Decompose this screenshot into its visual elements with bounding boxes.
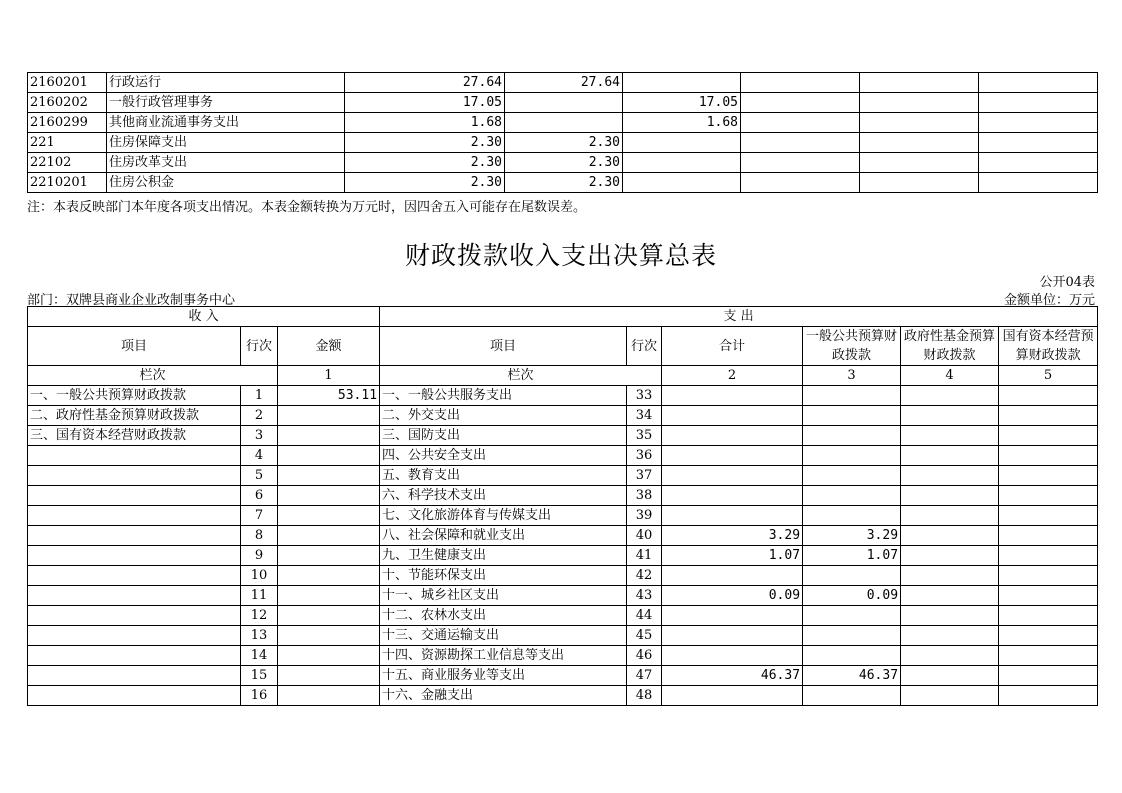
cell-exp-item: 十五、商业服务业等支出: [380, 666, 627, 686]
cell-fund: [901, 606, 999, 626]
cell-inc-item: [28, 666, 241, 686]
cell-capital: [999, 566, 1098, 586]
table-row: [28, 406, 1098, 426]
cell-inc-amount: [278, 466, 380, 486]
cell-fund: [901, 506, 999, 526]
cell-c6: [979, 73, 1098, 93]
cell-inc-item: [28, 526, 241, 546]
cell-code: 2160202: [28, 93, 107, 113]
cell-basic: 2.30: [505, 173, 623, 193]
cell-inc-item: [28, 626, 241, 646]
cell-basic: [505, 113, 623, 133]
cell-general: [803, 426, 901, 446]
expense-header: 支 出: [380, 307, 1098, 327]
cell-code: 22102: [28, 153, 107, 173]
cell-fund: [901, 626, 999, 646]
cell-inc-amount: [278, 666, 380, 686]
cell-general: [803, 606, 901, 626]
cell-c4: [741, 173, 860, 193]
cell-inc-line: 13: [241, 626, 278, 646]
cell-basic: 2.30: [505, 153, 623, 173]
cell-fund: [901, 446, 999, 466]
cell-exp-line: 40: [627, 526, 662, 546]
cell-total: 17.05: [345, 93, 505, 113]
cell-capital: [999, 486, 1098, 506]
table-row: [28, 133, 1098, 153]
form-code: 公开04表: [1039, 275, 1095, 290]
table-row: [28, 666, 1098, 686]
cell-c5: [860, 153, 979, 173]
cell-capital: [999, 506, 1098, 526]
table-row: [28, 626, 1098, 646]
cell-general: [803, 506, 901, 526]
cell-fund: [901, 426, 999, 446]
table-row: [28, 173, 1098, 193]
table-row: [28, 586, 1098, 606]
column-number-2: 2: [662, 366, 803, 386]
cell-fund: [901, 686, 999, 706]
cell-inc-line: 5: [241, 466, 278, 486]
cell-fund: [901, 666, 999, 686]
cell-inc-item: [28, 686, 241, 706]
cell-inc-line: 14: [241, 646, 278, 666]
table-row: [28, 113, 1098, 133]
budget-summary-table: [27, 306, 1098, 706]
cell-capital: [999, 426, 1098, 446]
cell-project: [623, 173, 741, 193]
cell-inc-item: [28, 586, 241, 606]
table-row: [28, 466, 1098, 486]
column-label-2: 栏次: [380, 366, 662, 386]
cell-fund: [901, 586, 999, 606]
cell-c5: [860, 173, 979, 193]
cell-inc-amount: [278, 606, 380, 626]
cell-c6: [979, 113, 1098, 133]
department-label: 部门：双牌县商业企业改制事务中心: [27, 293, 236, 308]
cell-general: 1.07: [803, 546, 901, 566]
cell-fund: [901, 526, 999, 546]
cell-name: 住房公积金: [107, 173, 345, 193]
cell-capital: [999, 546, 1098, 566]
table-row: [28, 73, 1098, 93]
cell-name: 一般行政管理事务: [107, 93, 345, 113]
cell-fund: [901, 486, 999, 506]
column-label: 栏次: [28, 366, 278, 386]
cell-basic: [505, 93, 623, 113]
cell-exp-item: 十三、交通运输支出: [380, 626, 627, 646]
cell-inc-amount: [278, 506, 380, 526]
cell-exp-line: 33: [627, 386, 662, 406]
cell-capital: [999, 586, 1098, 606]
cell-exp-item: 十、节能环保支出: [380, 566, 627, 586]
cell-c4: [741, 133, 860, 153]
cell-inc-amount: [278, 686, 380, 706]
cell-inc-item: [28, 606, 241, 626]
cell-inc-amount: [278, 586, 380, 606]
table-note: 注：本表反映部门本年度各项支出情况。本表金额转换为万元时，因四舍五入可能存在尾数误差。: [27, 200, 587, 215]
cell-general: [803, 446, 901, 466]
table-row: [28, 686, 1098, 706]
cell-inc-line: 4: [241, 446, 278, 466]
cell-inc-item: 一、一般公共预算财政拨款: [28, 386, 241, 406]
general-budget-header: 一般公共预算财政拨款: [803, 327, 901, 366]
cell-total: [662, 506, 803, 526]
cell-project: 1.68: [623, 113, 741, 133]
cell-name: 行政运行: [107, 73, 345, 93]
cell-general: [803, 646, 901, 666]
cell-total: 2.30: [345, 173, 505, 193]
cell-total: [662, 386, 803, 406]
cell-inc-amount: [278, 626, 380, 646]
cell-exp-line: 42: [627, 566, 662, 586]
cell-inc-item: 三、国有资本经营财政拨款: [28, 426, 241, 446]
cell-exp-line: 35: [627, 426, 662, 446]
table-row: [28, 486, 1098, 506]
cell-exp-item: 九、卫生健康支出: [380, 546, 627, 566]
cell-inc-line: 9: [241, 546, 278, 566]
cell-inc-line: 8: [241, 526, 278, 546]
cell-capital: [999, 606, 1098, 626]
income-amount-header: 金额: [278, 327, 380, 366]
cell-total: 1.68: [345, 113, 505, 133]
cell-total: 2.30: [345, 153, 505, 173]
cell-total: 46.37: [662, 666, 803, 686]
cell-project: [623, 153, 741, 173]
cell-exp-line: 47: [627, 666, 662, 686]
income-line-header: 行次: [241, 327, 278, 366]
cell-total: [662, 606, 803, 626]
table-row: [28, 546, 1098, 566]
cell-general: [803, 386, 901, 406]
cell-exp-line: 48: [627, 686, 662, 706]
cell-fund: [901, 546, 999, 566]
cell-inc-item: [28, 506, 241, 526]
cell-name: 住房保障支出: [107, 133, 345, 153]
cell-capital: [999, 626, 1098, 646]
cell-total: [662, 626, 803, 646]
table-row: [28, 386, 1098, 406]
cell-general: [803, 466, 901, 486]
cell-general: [803, 486, 901, 506]
cell-inc-line: 15: [241, 666, 278, 686]
cell-c5: [860, 113, 979, 133]
cell-exp-line: 38: [627, 486, 662, 506]
cell-inc-item: 二、政府性基金预算财政拨款: [28, 406, 241, 426]
cell-fund: [901, 566, 999, 586]
cell-total: [662, 566, 803, 586]
income-item-header: 项目: [28, 327, 241, 366]
cell-general: [803, 686, 901, 706]
cell-exp-line: 46: [627, 646, 662, 666]
cell-inc-item: [28, 546, 241, 566]
cell-inc-amount: 53.11: [278, 386, 380, 406]
cell-c4: [741, 113, 860, 133]
cell-inc-amount: [278, 426, 380, 446]
state-capital-header: 国有资本经营预算财政拨款: [999, 327, 1098, 366]
cell-c4: [741, 93, 860, 113]
cell-capital: [999, 466, 1098, 486]
cell-inc-amount: [278, 446, 380, 466]
income-header: 收 入: [28, 307, 380, 327]
expense-detail-table: [27, 72, 1098, 193]
cell-inc-item: [28, 646, 241, 666]
cell-name: 其他商业流通事务支出: [107, 113, 345, 133]
cell-capital: [999, 446, 1098, 466]
cell-fund: [901, 386, 999, 406]
cell-inc-amount: [278, 486, 380, 506]
cell-c6: [979, 93, 1098, 113]
column-number-3: 3: [803, 366, 901, 386]
cell-general: 3.29: [803, 526, 901, 546]
cell-general: [803, 626, 901, 646]
table-row: [28, 93, 1098, 113]
cell-capital: [999, 646, 1098, 666]
cell-general: [803, 566, 901, 586]
cell-total: 3.29: [662, 526, 803, 546]
cell-inc-amount: [278, 566, 380, 586]
cell-code: 2160201: [28, 73, 107, 93]
cell-inc-amount: [278, 406, 380, 426]
cell-exp-item: 八、社会保障和就业支出: [380, 526, 627, 546]
cell-c5: [860, 73, 979, 93]
cell-inc-item: [28, 466, 241, 486]
cell-general: 46.37: [803, 666, 901, 686]
table-row: [28, 646, 1098, 666]
cell-c6: [979, 173, 1098, 193]
cell-capital: [999, 666, 1098, 686]
cell-exp-item: 五、教育支出: [380, 466, 627, 486]
cell-exp-line: 44: [627, 606, 662, 626]
unit-label: 金额单位：万元: [1003, 293, 1095, 308]
cell-exp-line: 41: [627, 546, 662, 566]
cell-exp-item: 七、文化旅游体育与传媒支出: [380, 506, 627, 526]
cell-exp-item: 二、外交支出: [380, 406, 627, 426]
cell-inc-line: 7: [241, 506, 278, 526]
cell-exp-line: 36: [627, 446, 662, 466]
cell-total: [662, 466, 803, 486]
table-row: [28, 426, 1098, 446]
cell-c4: [741, 73, 860, 93]
cell-exp-item: 三、国防支出: [380, 426, 627, 446]
cell-inc-line: 1: [241, 386, 278, 406]
cell-total: 0.09: [662, 586, 803, 606]
cell-general: [803, 406, 901, 426]
cell-fund: [901, 466, 999, 486]
cell-exp-line: 34: [627, 406, 662, 426]
cell-exp-line: 37: [627, 466, 662, 486]
gov-fund-header: 政府性基金预算财政拨款: [901, 327, 999, 366]
cell-capital: [999, 686, 1098, 706]
cell-inc-item: [28, 486, 241, 506]
expense-item-header: 项目: [380, 327, 627, 366]
cell-total: 2.30: [345, 133, 505, 153]
cell-exp-item: 十一、城乡社区支出: [380, 586, 627, 606]
cell-exp-item: 四、公共安全支出: [380, 446, 627, 466]
cell-basic: 27.64: [505, 73, 623, 93]
cell-inc-amount: [278, 646, 380, 666]
table-row: [28, 526, 1098, 546]
table-row: [28, 153, 1098, 173]
cell-inc-line: 2: [241, 406, 278, 426]
cell-exp-item: 十二、农林水支出: [380, 606, 627, 626]
cell-exp-line: 39: [627, 506, 662, 526]
cell-exp-line: 43: [627, 586, 662, 606]
cell-c4: [741, 153, 860, 173]
cell-c5: [860, 93, 979, 113]
cell-exp-line: 45: [627, 626, 662, 646]
cell-code: 2210201: [28, 173, 107, 193]
table-row: [28, 506, 1098, 526]
cell-inc-line: 10: [241, 566, 278, 586]
expense-line-header: 行次: [627, 327, 662, 366]
cell-c5: [860, 133, 979, 153]
cell-exp-item: 六、科学技术支出: [380, 486, 627, 506]
cell-basic: 2.30: [505, 133, 623, 153]
total-header: 合计: [662, 327, 803, 366]
cell-inc-line: 12: [241, 606, 278, 626]
cell-exp-item: 十四、资源勘探工业信息等支出: [380, 646, 627, 666]
cell-code: 221: [28, 133, 107, 153]
cell-inc-item: [28, 566, 241, 586]
cell-project: [623, 133, 741, 153]
cell-c6: [979, 133, 1098, 153]
cell-capital: [999, 406, 1098, 426]
cell-inc-line: 3: [241, 426, 278, 446]
column-number-1: 1: [278, 366, 380, 386]
cell-total: 1.07: [662, 546, 803, 566]
cell-project: 17.05: [623, 93, 741, 113]
cell-inc-line: 16: [241, 686, 278, 706]
cell-total: [662, 426, 803, 446]
cell-capital: [999, 526, 1098, 546]
cell-fund: [901, 406, 999, 426]
cell-total: [662, 686, 803, 706]
cell-total: [662, 486, 803, 506]
column-number-4: 4: [901, 366, 999, 386]
cell-c6: [979, 153, 1098, 173]
cell-total: [662, 406, 803, 426]
cell-inc-amount: [278, 546, 380, 566]
cell-total: 27.64: [345, 73, 505, 93]
table-row: [28, 606, 1098, 626]
cell-general: 0.09: [803, 586, 901, 606]
cell-inc-line: 11: [241, 586, 278, 606]
table-row: [28, 446, 1098, 466]
cell-code: 2160299: [28, 113, 107, 133]
cell-exp-item: 一、一般公共服务支出: [380, 386, 627, 406]
cell-name: 住房改革支出: [107, 153, 345, 173]
page-title: 财政拨款收入支出决算总表: [404, 241, 717, 270]
cell-capital: [999, 386, 1098, 406]
cell-total: [662, 446, 803, 466]
cell-project: [623, 73, 741, 93]
cell-total: [662, 646, 803, 666]
table-row: [28, 566, 1098, 586]
cell-fund: [901, 646, 999, 666]
cell-inc-line: 6: [241, 486, 278, 506]
column-number-5: 5: [999, 366, 1098, 386]
cell-inc-amount: [278, 526, 380, 546]
cell-exp-item: 十六、金融支出: [380, 686, 627, 706]
cell-inc-item: [28, 446, 241, 466]
